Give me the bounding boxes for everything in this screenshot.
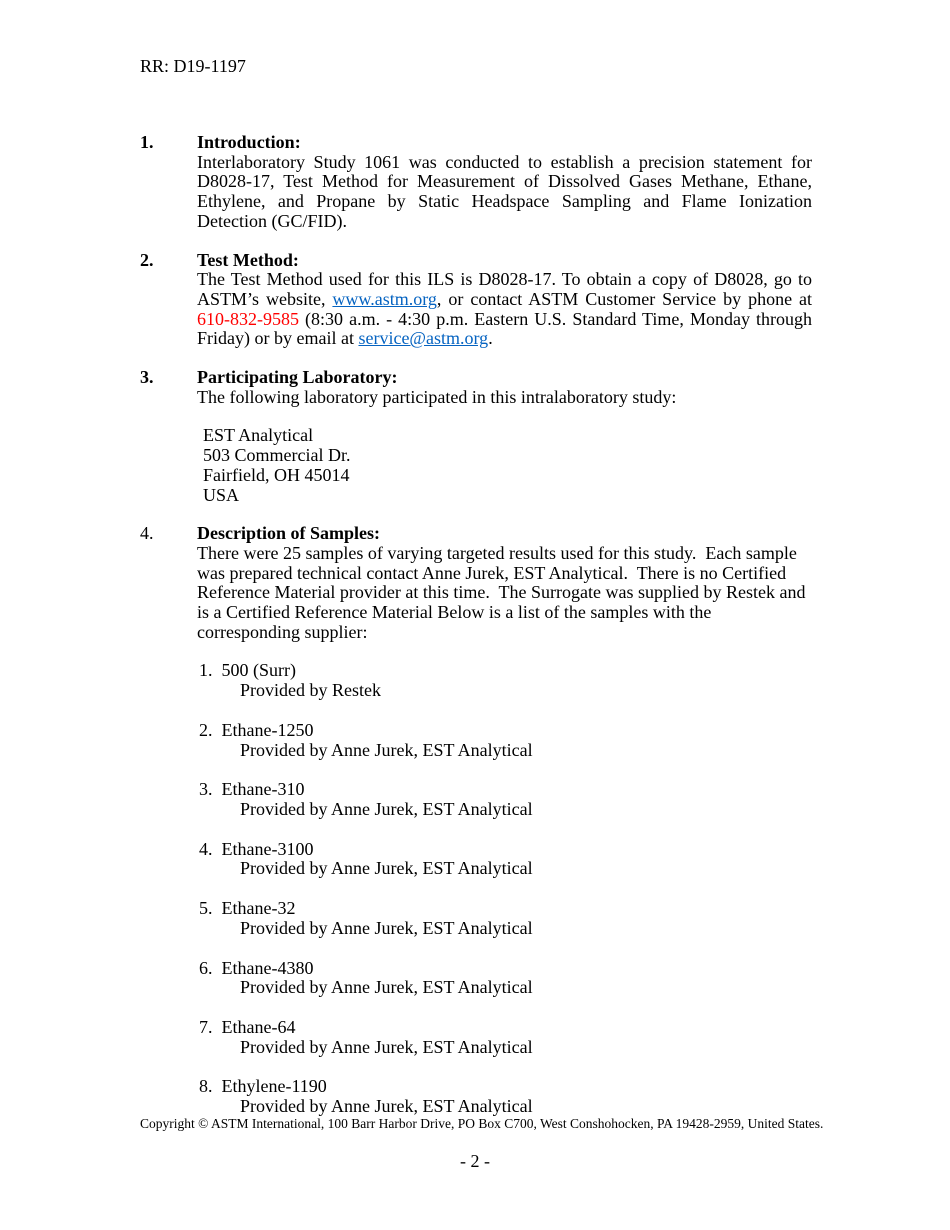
sample-provider: Provided by Anne Jurek, EST Analytical — [240, 798, 533, 819]
sample-provider: Provided by Restek — [240, 680, 381, 701]
section-participating-laboratory — [140, 368, 812, 505]
sample-number: 3. — [199, 779, 213, 800]
address-line: USA — [203, 484, 240, 505]
list-item — [199, 780, 812, 819]
section-title: Test Method: — [197, 249, 299, 270]
section-body: The following laboratory participated in this intralaboratory study: — [197, 386, 677, 407]
sample-name-line — [199, 899, 812, 919]
section-title: Introduction: — [197, 132, 301, 152]
sample-number: 5. — [199, 898, 213, 919]
section-body: Interlaboratory Study 1061 was conducted to establish a precision statement for D8028-17, Test Method for Measurement of Dissolved Gases Methane, Ethane, Ethylene, and Propane by Static Headspace Sampling and Flame Ionization Detection (GC/FID). — [197, 151, 812, 231]
body-text: , or contact ASTM Customer Service by phone at — [436, 288, 813, 309]
sample-provider: Provided by Anne Jurek, EST Analytical — [240, 739, 533, 760]
section-title: Participating Laboratory: — [197, 367, 398, 388]
section-description-of-samples — [140, 524, 812, 1116]
laboratory-address — [197, 426, 812, 505]
sample-name-line — [199, 721, 812, 741]
sample-name: Ethane-4380 — [221, 957, 314, 978]
sample-provider: Provided by Anne Jurek, EST Analytical — [240, 858, 533, 879]
list-item — [199, 840, 812, 879]
sample-name-line — [199, 1018, 812, 1038]
list-item — [199, 1077, 812, 1116]
sample-number: 6. — [199, 957, 213, 978]
sample-number: 2. — [199, 719, 213, 740]
section-title: Description of Samples: — [197, 523, 380, 544]
sample-name: 500 (Surr) — [221, 660, 296, 681]
sample-number: 7. — [199, 1016, 213, 1037]
astm-website-link[interactable]: www.astm.org — [332, 288, 437, 309]
sample-name: Ethane-310 — [221, 779, 305, 800]
sample-name-line — [199, 840, 812, 860]
report-number-header: RR: D19-1197 — [140, 56, 246, 76]
sample-name: Ethane-64 — [221, 1016, 296, 1037]
sample-provider: Provided by Anne Jurek, EST Analytical — [240, 1096, 533, 1117]
address-line: Fairfield, OH 45014 — [203, 464, 350, 485]
phone-number: 610-832-9585 — [197, 308, 299, 329]
sample-name: Ethylene-1190 — [221, 1076, 327, 1097]
sample-provider: Provided by Anne Jurek, EST Analytical — [240, 977, 533, 998]
sample-provider: Provided by Anne Jurek, EST Analytical — [240, 1036, 533, 1057]
page-number: - 2 - — [460, 1151, 490, 1171]
sample-name-line — [199, 1077, 812, 1097]
section-body: There were 25 samples of varying targeted results used for this study. Each sample was prepared technical contact Anne Jurek, EST Analytical. There is no Certified Reference Material provider at this time. The Surrogate was supplied by Restek and is a Certified Reference Material Below is a list of the samples with the corresponding supplier: — [197, 542, 810, 642]
list-item — [199, 959, 812, 998]
sample-name-line — [199, 959, 812, 979]
list-item — [199, 899, 812, 938]
sample-number: 4. — [199, 838, 213, 859]
section-number: 2. — [140, 249, 154, 270]
sample-number: 1. — [199, 660, 213, 681]
sample-name: Ethane-32 — [221, 898, 296, 919]
document-content — [140, 133, 812, 1137]
sample-name-line — [199, 661, 812, 681]
section-introduction — [140, 133, 812, 232]
samples-list — [197, 661, 812, 1116]
section-number: 1. — [140, 132, 154, 152]
sample-name-line — [199, 780, 812, 800]
address-line: 503 Commercial Dr. — [203, 445, 351, 466]
section-number: 4. — [140, 523, 154, 544]
sample-name: Ethane-3100 — [221, 838, 314, 859]
list-item — [199, 721, 812, 760]
section-number: 3. — [140, 367, 154, 388]
section-test-method — [140, 251, 812, 350]
section-body — [197, 270, 812, 349]
list-item — [199, 661, 812, 700]
list-item — [199, 1018, 812, 1057]
email-link[interactable]: service@astm.org — [358, 328, 489, 349]
address-line: EST Analytical — [203, 425, 314, 446]
copyright-footer: Copyright © ASTM International, 100 Barr Harbor Drive, PO Box C700, West Conshohocken, PA 19428-2959, United States. — [140, 1116, 824, 1131]
sample-provider: Provided by Anne Jurek, EST Analytical — [240, 917, 533, 938]
body-text: (8:30 a.m. - 4:30 p.m. Eastern U.S. Standard Time, Monday through Friday) or by email at — [197, 308, 812, 349]
body-text: . — [488, 328, 493, 349]
sample-name: Ethane-1250 — [221, 719, 314, 740]
body-text: The Test Method used for this ILS is D8028-17. To obtain a copy of D8028, go to ASTM’s website, — [197, 269, 812, 309]
sample-number: 8. — [199, 1076, 213, 1097]
